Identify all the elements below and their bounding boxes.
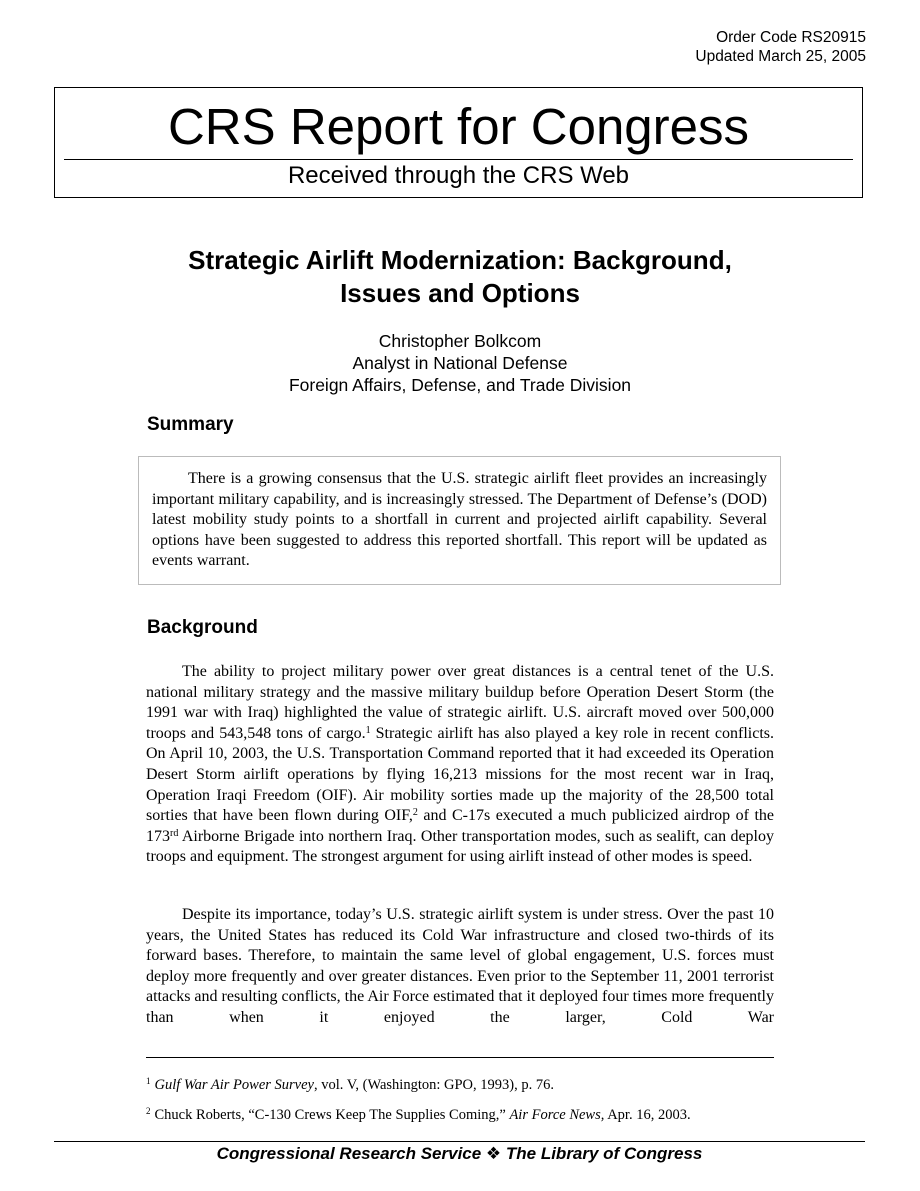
masthead-box — [54, 87, 863, 198]
order-code-block — [695, 28, 866, 66]
footnote-rule — [146, 1057, 774, 1058]
author-position: Analyst in National Defense — [352, 353, 568, 373]
masthead-title: CRS Report for Congress — [167, 98, 750, 155]
paragraph-text: Strategic airlift has also played a key role in recent conflicts. On April 10, 2003, the U.S. Transportation Command reported that it had exceeded its Operation Desert Storm airlift operations by flying 16,213 missions for the most recent war in Iraq, Operation Iraqi Freedom (OIF). Air mobility sorties made up the majority of the 28,500 total sorties that have been flown during OIF, — [146, 724, 774, 825]
background-paragraph-1 — [146, 662, 774, 868]
footer-rule — [54, 1141, 865, 1142]
footnote-ref-2: 2 — [412, 807, 418, 819]
masthead-rule — [64, 159, 853, 160]
footnote-2 — [146, 1106, 786, 1124]
background-paragraph-2: Despite its importance, today’s U.S. strategic airlift system is under stress. Over the past 10 years, the United States has reduced its Cold War infrastructure and closed two-thirds of its forward bases. Therefore, to maintain the same level of global engagement, U.S. forces must deploy more frequently and over greater distances. Even prior to the September 11, 2001 terrorist attacks and resulting conflicts, the Air Force estimated that it deployed four times more frequently than when it enjoyed the larger, Cold War — [146, 906, 774, 1026]
footnote-text: Apr. 16, 2003. — [604, 1107, 691, 1123]
report-title-line1: Strategic Airlift Modernization: Background, — [188, 245, 732, 275]
paragraph-text: The ability to project military power over great distances is a central tenet of the U.S. national military strategy and the massive military buildup before Operation Desert Storm (the 1991 war with Iraq) highlighted the value of strategic airlift. U.S. aircraft moved over 500,000 troops and 543,548 tons of cargo. — [146, 663, 774, 742]
background-heading: Background — [147, 617, 258, 638]
author-name: Christopher Bolkcom — [378, 331, 542, 351]
footnote-ref-1: 1 — [365, 724, 371, 736]
footnote-text: Chuck Roberts, “C-130 Crews Keep The Supplies Coming,” — [154, 1107, 510, 1123]
footnote-1 — [146, 1076, 786, 1094]
order-code: Order Code RS20915 — [716, 29, 866, 46]
summary-heading: Summary — [147, 414, 234, 435]
footer-text: Congressional Research Service ❖ The Library of Congress — [216, 1144, 703, 1163]
footnote-title: Air Force News, — [509, 1107, 605, 1123]
summary-box — [138, 456, 781, 585]
ordinal-suffix: rd — [170, 827, 179, 839]
footnote-marker: 2 — [146, 1106, 151, 1116]
summary-text: There is a growing consensus that the U.S. strategic airlift fleet provides an increasingly important military capability, and is increasingly stressed. The Department of Defense’s (DOD) latest mobility study points to a shortfall in current and projected airlift capability. Several options have been suggested to address this reported shortfall. This report will be updated as events warrant. — [152, 470, 767, 570]
author-block — [120, 330, 800, 396]
updated-date: Updated March 25, 2005 — [695, 48, 866, 65]
masthead-subtitle: Received through the CRS Web — [287, 162, 630, 189]
footnote-text: , vol. V, (Washington: GPO, 1993), p. 76. — [314, 1077, 554, 1093]
paragraph-text: and C-17s executed a much publicized airdrop of the 173 — [146, 807, 774, 845]
paragraph-text: Airborne Brigade into northern Iraq. Other transportation modes, such as sealift, can deploy troops and equipment. The strongest argument for using airlift instead of other modes is speed. — [146, 827, 774, 866]
author-division: Foreign Affairs, Defense, and Trade Division — [288, 375, 632, 395]
footnote-marker: 1 — [146, 1076, 151, 1086]
footnote-title: Gulf War Air Power Survey — [154, 1077, 314, 1093]
report-title-line2: Issues and Options — [340, 278, 580, 308]
report-title — [120, 244, 800, 310]
